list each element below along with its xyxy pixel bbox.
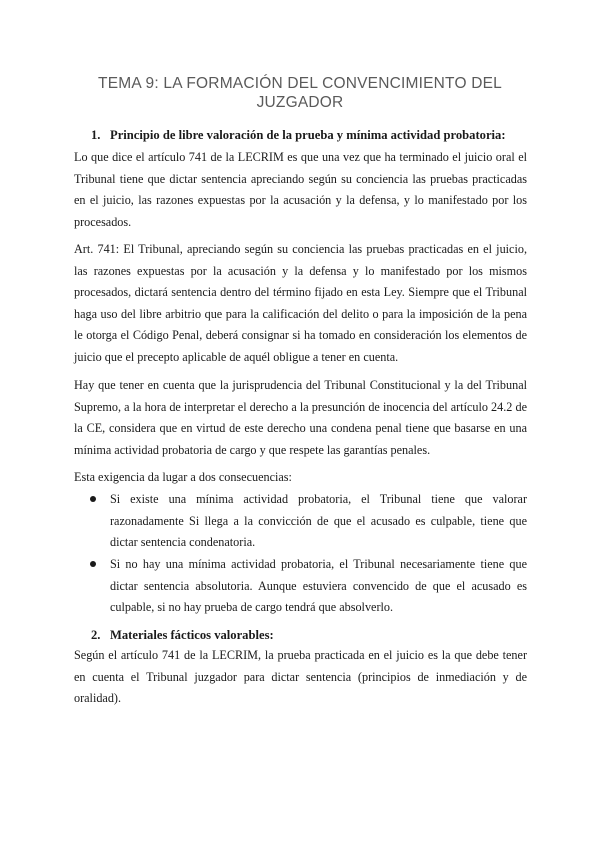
bullet-icon <box>90 561 96 567</box>
section-2-number: 2. <box>91 628 101 642</box>
section-2-paragraph-1: Según el artículo 741 de la LECRIM, la prueba practicada en el juicio es la que debe tener en cuenta el Tribunal juzgador para dictar sentencia (principios de inmediación y de oralidad). <box>74 648 527 706</box>
document-title: TEMA 9: LA FORMACIÓN DEL CONVENCIMIENTO DEL JUZGADOR <box>98 75 502 111</box>
section-1-heading-text: Principio de libre valoración de la prueba y mínima actividad probatoria: <box>110 128 506 142</box>
bullet-icon <box>90 496 96 502</box>
list-item <box>110 489 527 554</box>
section-1-paragraph-1: Lo que dice el artículo 741 de la LECRIM es que una vez que ha terminado el juicio oral el Tribunal tiene que dictar sentencia apreciando según su conciencia las pruebas practicadas en el juicio, las razones expuestas por la acusación y la defensa, y lo manifestado por los procesados. <box>74 150 527 229</box>
list-item-text: Si no hay una mínima actividad probatoria, el Tribunal necesariamente tiene que dictar sentencia absolutoria. Aunque estuviera convencido de que el acusado es culpable, si no hay prueba de cargo tendrá que absolverlo. <box>110 557 527 615</box>
section-2-heading-text: Materiales fácticos valorables: <box>110 628 274 642</box>
list-item <box>110 554 527 619</box>
section-1-paragraph-2: Art. 741: El Tribunal, apreciando según su conciencia las pruebas practicadas en el juicio, las razones expuestas por la acusación y la defensa y lo manifestado por los mismos procesados, dictará sentencia dentro del término fijado en esta Ley. Siempre que el Tribunal haga uso del libre arbitrio que para la calificación del delito o para la imposición de la pena le otorga el Código Penal, deberá consignar si ha tomado en consideración los elementos de juicio que el precepto aplicable de aquél obligue a tener en cuenta. <box>74 242 527 364</box>
list-item-text: Si existe una mínima actividad probatoria, el Tribunal tiene que valorar razonadamente Si llega a la convicción de que el acusado es culpable, tiene que dictar sentencia condenatoria. <box>110 492 527 550</box>
section-1-paragraph-3: Hay que tener en cuenta que la jurisprudencia del Tribunal Constitucional y la del Tribunal Supremo, a la hora de interpretar el derecho a la presunción de inocencia del artículo 24.2 de la CE, considera que en virtud de este derecho una condena penal tiene que basarse en una mínima actividad probatoria de cargo y que respete las garantías penales. <box>74 378 527 457</box>
section-1-number: 1. <box>91 128 101 142</box>
section-1-paragraph-4: Esta exigencia da lugar a dos consecuencias: <box>74 470 292 484</box>
